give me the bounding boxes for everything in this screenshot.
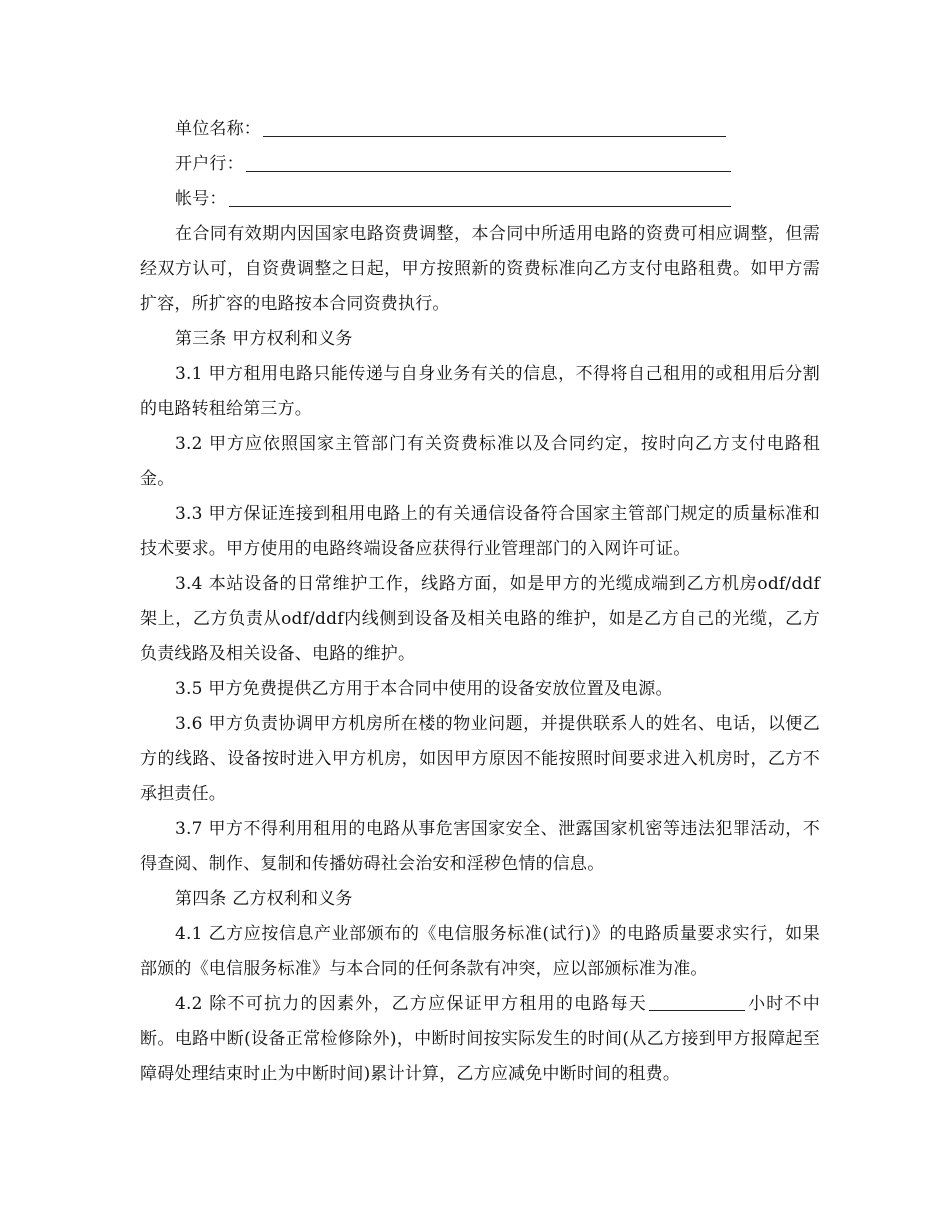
clause-4-2-text-end: 小时不中断。电路中断(设备正常检修除外)，中断时间按实际发生的时间(从乙方接到甲方报障起至障碍处理结束时止为中断时间)累计计算，乙方应减免中断时间的租费。 (140, 994, 820, 1084)
article-4-heading: 第四条 乙方权利和义务 (175, 889, 353, 909)
unit-name-label: 单位名称： (175, 119, 261, 139)
clause-4-2 (140, 987, 820, 1092)
clause-4-2-text-start: 4.2 除不可抗力的因素外，乙方应保证甲方租用的电路每天 (175, 994, 648, 1014)
clause-3-1: 3.1 甲方租用电路只能传递与自身业务有关的信息，不得将自己租用的或租用后分割的电路转租给第三方。 (140, 364, 820, 419)
clause-3-3: 3.3 甲方保证连接到租用电路上的有关通信设备符合国家主管部门规定的质量标准和技术要求。甲方使用的电路终端设备应获得行业管理部门的入网许可证。 (140, 504, 820, 559)
bank-blank (246, 153, 731, 172)
price-adjust-paragraph: 在合同有效期内因国家电路资费调整，本合同中所适用电路的资费可相应调整，但需经双方认可，自资费调整之日起，甲方按照新的资费标准向乙方支付电路租费。如甲方需扩容，所扩容的电路按本合同资费执行。 (140, 224, 820, 314)
clause-3-7: 3.7 甲方不得利用租用的电路从事危害国家安全、泄露国家机密等违法犯罪活动，不得查阅、制作、复制和传播妨碍社会治安和淫秽色情的信息。 (140, 819, 820, 874)
unit-name-blank (263, 118, 726, 137)
bank-field (140, 147, 820, 182)
account-field (140, 182, 820, 217)
contract-body (140, 112, 820, 1092)
unit-name-field (140, 112, 820, 147)
hours-blank (649, 994, 745, 1011)
clause-3-6: 3.6 甲方负责协调甲方机房所在楼的物业问题，并提供联系人的姓名、电话，以便乙方的线路、设备按时进入甲方机房，如因甲方原因不能按照时间要求进入机房时，乙方不承担责任。 (140, 714, 820, 804)
clause-3-4: 3.4 本站设备的日常维护工作，线路方面，如是甲方的光缆成端到乙方机房odf/ddf架上，乙方负责从odf/ddf内线侧到设备及相关电路的维护，如是乙方自己的光缆，乙方负责线路及相关设备、电路的维护。 (140, 574, 820, 664)
article-3-heading: 第三条 甲方权利和义务 (175, 329, 353, 349)
clause-4-1: 4.1 乙方应按信息产业部颁布的《电信服务标准(试行)》的电路质量要求实行，如果部颁的《电信服务标准》与本合同的任何条款有冲突，应以部颁标准为准。 (140, 924, 820, 979)
account-blank (229, 188, 731, 207)
bank-label: 开户行： (175, 154, 244, 174)
account-label: 帐号： (175, 189, 227, 209)
clause-3-5: 3.5 甲方免费提供乙方用于本合同中使用的设备安放位置及电源。 (175, 679, 673, 699)
clause-3-2: 3.2 甲方应依照国家主管部门有关资费标准以及合同约定，按时向乙方支付电路租金。 (140, 434, 820, 489)
